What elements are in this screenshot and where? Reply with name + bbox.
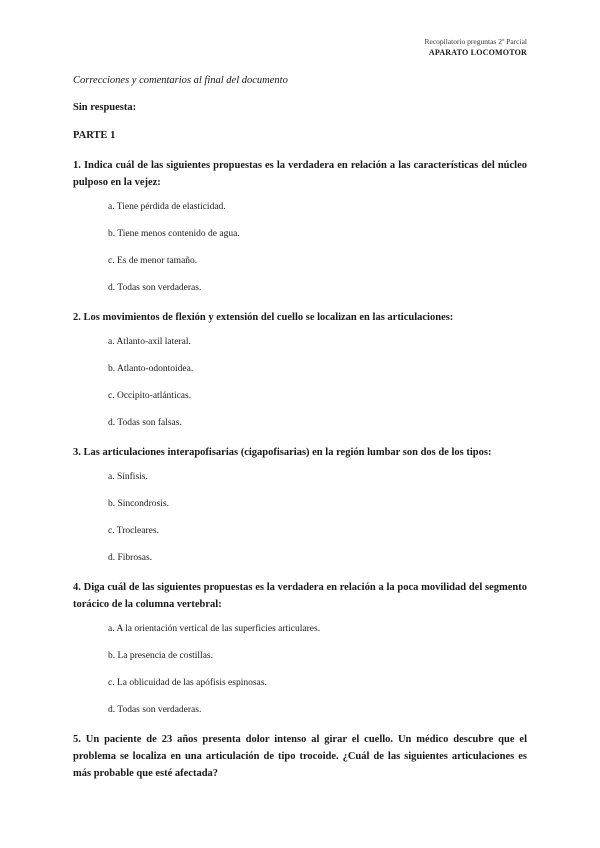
question-text: 1. Indica cuál de las siguientes propuestas es la verdadera en relación a las características del núcleo pulposo en la vejez: [73,160,527,188]
section-label: Sin respuesta: [73,102,137,113]
question-text: 3. Las articulaciones interapofisarias (cigapofisarias) en la región lumbar son dos de los tipos: [73,447,492,458]
question-1 [73,157,527,294]
option-a: a. Atlanto-axil lateral. [108,337,191,347]
option-c: c. La oblicuidad de las apófisis espinosas. [108,678,267,688]
question-text: 2. Los movimientos de flexión y extensión del cuello se localizan en las articulaciones: [73,312,454,323]
option-d: d. Todas son falsas. [108,418,182,428]
option-a: a. A la orientación vertical de las superficies articulares. [108,624,321,634]
header-subtitle: Recopilatorio preguntas 2º Parcial [424,37,527,46]
option-d: d. Fibrosas. [108,553,153,563]
part-label: PARTE 1 [73,130,116,141]
option-b: b. Tiene menos contenido de agua. [108,229,240,239]
question-text: 5. Un paciente de 23 años presenta dolor intenso al girar el cuello. Un médico descubre que el problema se localiza en una articulación de tipo trocoide. ¿Cuál de las siguientes articulaciones es más probable que esté afectada? [73,734,527,779]
option-d: d. Todas son verdaderas. [108,283,202,293]
corrections-note: Correcciones y comentarios al final del documento [73,75,288,86]
option-a: a. Tiene pérdida de elasticidad. [108,202,226,212]
option-b: b. Atlanto-odontoidea. [108,364,194,374]
option-c: c. Es de menor tamaño. [108,256,198,266]
question-5 [73,731,527,782]
question-3 [73,444,527,564]
option-c: c. Occipito-atlánticas. [108,391,192,401]
question-text: 4. Diga cuál de las siguientes propuestas es la verdadera en relación a la poca movilidad del segmento torácico de la columna vertebral: [73,582,527,610]
options-list [73,471,527,564]
options-list [73,623,527,716]
question-4 [73,579,527,716]
option-a: a. Sínfisis. [108,472,148,482]
options-list [73,336,527,429]
page-header [424,37,527,58]
option-d: d. Todas son verdaderas. [108,705,202,715]
option-c: c. Trocleares. [108,526,159,536]
option-b: b. La presencia de costillas. [108,651,213,661]
question-2 [73,309,527,429]
header-title: APARATO LOCOMOTOR [428,48,527,57]
option-b: b. Sincondrosis. [108,499,169,509]
options-list [73,201,527,294]
document-body [73,74,527,792]
